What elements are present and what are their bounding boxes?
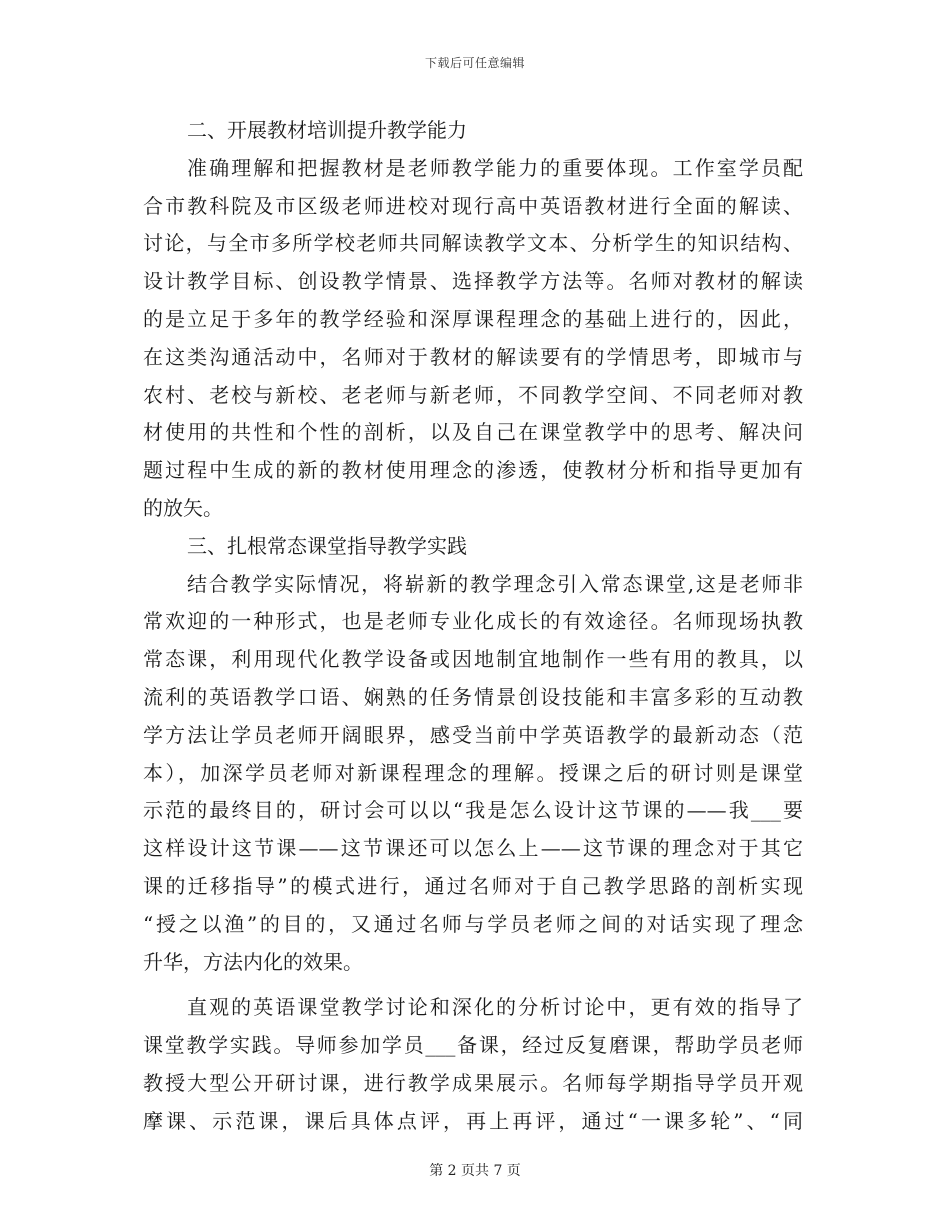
page-header: 下载后可任意编辑 [424,56,525,70]
text-line: 常态课，利用现代化教学设备或因地制宜地制作一些有用的教具，以 [143,647,803,672]
text-line: “授之以渔”的目的，又通过名师与学员老师之间的对话实现了理念 [143,911,803,936]
text-line: 合市教科院及市区级老师进校对现行高中英语教材进行全面的解读、 [143,193,803,218]
text-line: 摩课、示范课，课后具体点评，再上再评，通过“一课多轮”、“同 [143,1108,803,1133]
text-line: 农村、老校与新校、老老师与新老师，不同教学空间、不同老师对教 [143,382,803,407]
text-line: 流利的英语教学口语、娴熟的任务情景创设技能和丰富多彩的互动教 [143,684,803,709]
text-line: 设计教学目标、创设教学情景、选择教学方法等。名师对教材的解读 [143,269,803,294]
text-line: 结合教学实际情况，将崭新的教学理念引入常态课堂,这是老师非 [187,571,803,596]
text-line: 常欢迎的一种形式，也是老师专业化成长的有效途径。名师现场执教 [143,609,803,634]
text-line: 准确理解和把握教材是老师教学能力的重要体现。工作室学员配 [187,155,803,180]
text-line: 学方法让学员老师开阔眼界，感受当前中学英语教学的最新动态（范 [143,722,803,747]
text-line: 本），加深学员老师对新课程理念的理解。授课之后的研讨则是课堂 [143,760,803,785]
text-line: 这样设计这节课——这节课还可以怎么上——这节课的理念对于其它 [143,836,803,861]
text-line: 课堂教学实践。导师参加学员___备课，经过反复磨课，帮助学员老师 [143,1033,803,1058]
paragraph-gap [143,981,803,989]
text-line: 的是立足于多年的教学经验和深厚课程理念的基础上进行的，因此， [143,306,803,331]
text-line: 在这类沟通活动中，名师对于教材的解读要有的学情思考，即城市与 [143,344,803,369]
text-line: 课的迁移指导”的模式进行，通过名师对于自己教学思路的剖析实现 [143,873,803,898]
text-line: 题过程中生成的新的教材使用理念的渗透，使教材分析和指导更加有 [143,458,803,483]
text-line: 的放矢。 [143,495,223,520]
section-heading: 二、开展教材培训提升教学能力 [187,118,467,142]
text-line: 讨论，与全市多所学校老师共同解读教学文本、分析学生的知识结构、 [143,231,803,256]
document-body [143,112,803,1141]
section-heading: 三、扎根常态课堂指导教学实践 [187,533,467,558]
text-line: 示范的最终目的，研讨会可以以“我是怎么设计这节课的——我___要 [143,798,803,823]
text-line: 教授大型公开研讨课，进行教学成果展示。名师每学期指导学员开观 [143,1070,803,1095]
text-line: 直观的英语课堂教学讨论和深化的分析讨论中，更有效的指导了 [187,995,803,1020]
text-line: 升华，方法内化的效果。 [143,949,363,974]
page-footer: 第 2 页共 7 页 [429,1163,521,1179]
text-line: 材使用的共性和个性的剖析，以及自己在课堂教学中的思考、解决问 [143,420,803,445]
